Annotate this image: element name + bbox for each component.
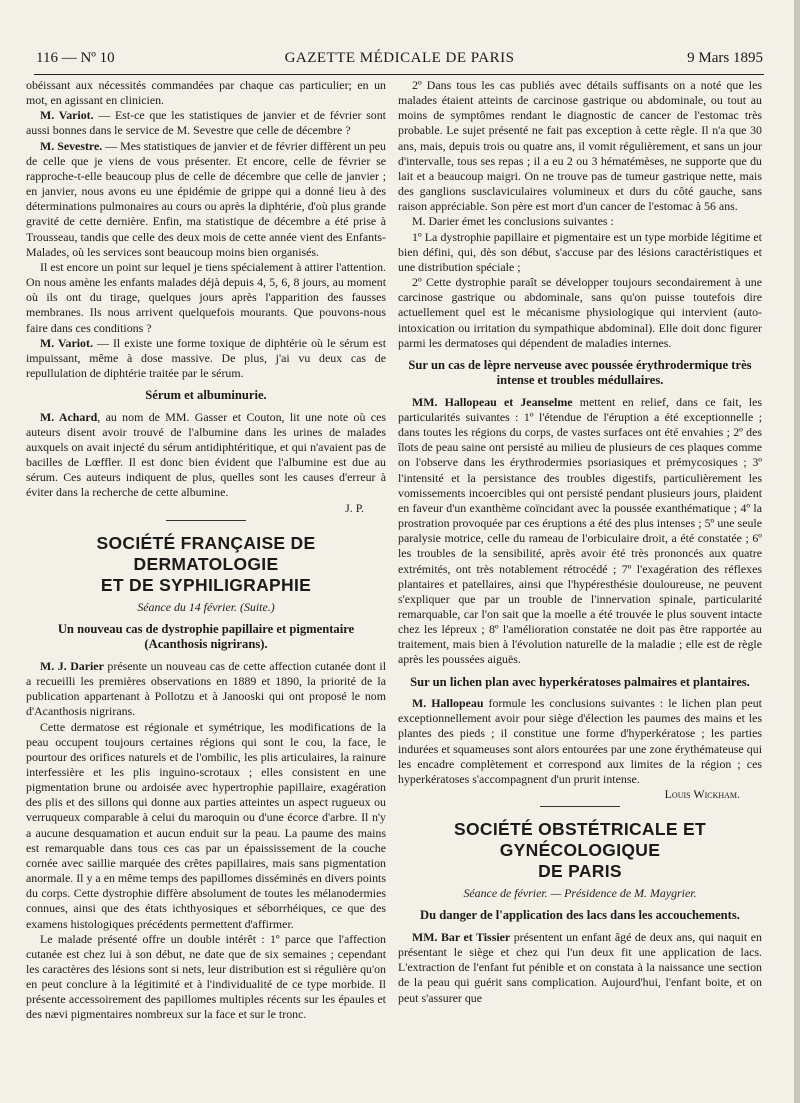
session-line: Séance de février. — Présidence de M. Maygrier. xyxy=(463,886,697,901)
paragraph: 2º Dans tous les cas publiés avec détails suffisants on a noté que les malades étaient atteints de carcinose gastrique ou abdominale, ou tout au moins de symptômes rendant le diagnostic de cancer de l'estomac très probable. Le sujet présenté ne fait pas exception à cette règle. Il n'a que 30 ans, mais, depuis trois ou quatre ans, il vomit régulièrement, et sans un jour d'intervalle, tous ses repas ; il a eu 2 ou 3 hématémèses, ne supporte que du lait et a beaucoup maigri. On ne trouve pas de tumeur gastrique nette, mais des ganglions susclaviculaires volumineux et durs du côté gauche, sans raison appréciable. Son père est mort d'un cancer de l'estomac à 56 ans. xyxy=(398,78,762,214)
right-column xyxy=(398,78,762,1098)
speaker: M. J. Darier xyxy=(40,658,104,673)
paragraph-text: présente un nouveau cas de cette affection cutanée dont il a recueilli les premières observations en 1889 et 1890, la priorité de la publication appartenant à Pollotzu et à Janooski qui ont proposé le nom d'Acanthosis nigrirans. xyxy=(26,658,386,719)
society-title-line: ET DE SYPHILIGRAPHIE xyxy=(100,574,312,595)
society-title xyxy=(26,533,386,596)
signature: Louis Wickham. xyxy=(664,787,740,802)
left-column xyxy=(26,78,386,1098)
paragraph xyxy=(26,336,386,381)
paragraph xyxy=(26,108,386,138)
section-title: Sur un lichen plan avec hyperkératoses palmaires et plantaires. xyxy=(410,674,750,689)
paragraph xyxy=(398,930,762,1006)
paragraph: 1º La dystrophie papillaire et pigmentaire est un type morbide légitime et bien défini, qui, dès son début, s'accuse par des lésions caractéristiques et une distribution spéciale ; xyxy=(398,229,762,274)
issue-date: 9 Mars 1895 xyxy=(687,50,763,66)
paragraph-text: présentent un enfant âgé de deux ans, qui naquit en présentant le siège et chez qui l'un deux fit une application de lacs. L'extraction de l'enfant fut pénible et on constata à la naissance une section de la peau qui guérit sans complication. Aujourd'hui, l'enfant boite, et on peut s'assurer que xyxy=(398,929,762,1005)
society-title xyxy=(398,819,762,882)
page-edge-shadow xyxy=(794,0,800,1103)
paragraph-text: — Est-ce que les statistiques de janvier et de février sont aussi bonnes dans le service de M. Sevestre que celle de décembre ? xyxy=(26,108,386,138)
paragraph xyxy=(398,696,762,787)
paragraph: M. Darier émet les conclusions suivantes : xyxy=(412,214,614,229)
paragraph xyxy=(26,139,386,260)
separator-rule xyxy=(166,520,246,521)
speaker: M. Variot. xyxy=(40,108,94,123)
section-title: Un nouveau cas de dystrophie papillaire et pigmentaire (Acanthosis nigrirans). xyxy=(57,621,355,652)
society-title-line: DE PARIS xyxy=(538,861,622,882)
paragraph: Cette dermatose est régionale et symétrique, les modifications de la peau occupent toujours certaines régions qui sont le cou, la face, le pourtour des orifices naturels et de l'ombilic, les plis articulaires, la rainure interfessière et les plis inguino-scrotaux ; elles consistent en une pigmentation brune ou ardoisée avec hypertrophie papillaire, exagération des plis et des sillons qui donne aux parties atteintes un aspect rugueux ou verruqueux comparable à celui du maroquin ou d'une écorce d'arbre. Il n'y a aucune desquamation et aucun enduit sur la peau. La paume des mains est remarquable dans tous ces cas par un épaississement de la couche cornée avec saillie marquée des crêtes papillaires, mais sans pigmentation anormale. Il y a en même temps des papillomes disséminés en divers points du corps. Cette dystrophie diffère absolument de toutes les mélanodermies connues, ainsi que des états ichthyosiques et séborrhéiques, ce que des examens histologiques précédents permettent d'affirmer. xyxy=(26,719,386,931)
page-number: 116 — Nº 10 xyxy=(36,50,115,66)
society-title-line: SOCIÉTÉ FRANÇAISE DE DERMATOLOGIE xyxy=(96,532,316,574)
society-title-line: SOCIÉTÉ OBSTÉTRICALE ET GYNÉCOLOGIQUE xyxy=(454,819,706,861)
paragraph-text: — Il existe une forme toxique de diphtérie où le sérum est impuissant, même à dose massive. De plus, j'ai vu deux cas de repullulation de diphtérie traitée par le sérum. xyxy=(26,335,386,380)
speaker: M. Achard xyxy=(40,409,98,424)
paragraph-text: , au nom de MM. Gasser et Couton, lit une note où ces auteurs disent avoir trouvé de l'albumine dans les urines de malades auxquels on avait injecté du sérum antidiphtéritique, et qui n'avaient pas de bacilles de Lœffler. Il est donc bien évident que l'albumine est due au sérum. Ces auteurs indiquent de plus, quelles sont les causes d'erreur à éviter dans la recherche de cette albumine. xyxy=(26,409,386,500)
paragraph: obéissant aux nécessités commandées par chaque cas particulier; en un mot, en agissant en clinicien. xyxy=(26,78,386,108)
paragraph: Le malade présenté offre un double intérêt : 1º parce que l'affection cutanée est chez lui à son début, ne date que de six semaines ; cependant les caractères des lésions sont si nets, leur distribution est si régulière qu'on en peut conclure à la légitimité et à l'individualité de ce type morbide. Il présente accessoirement des papillomes multiples récents sur les épaules et des nævi pigmentaires nombreux sur la face et sur le tronc. xyxy=(26,931,386,1022)
speaker: M. Sevestre. xyxy=(40,138,103,153)
paragraph xyxy=(398,395,762,668)
running-header xyxy=(36,50,763,72)
section-title: Sérum et albuminurie. xyxy=(145,388,267,403)
signature: J. P. xyxy=(345,500,364,515)
paragraph: 2º Cette dystrophie paraît se développer toujours secondairement à une carcinose gastrique ou abdominale, sans qu'on puisse toutefois dire actuellement quel est le mécanisme physiologique qui intervient (auto-intoxication ou irritation du sympathique abdominal). Elle doit donc figurer parmi les dermatoses qui dépendent de maladies internes. xyxy=(398,275,762,350)
paragraph: Il est encore un point sur lequel je tiens spécialement à attirer l'attention. On nous amène les enfants malades déjà depuis 4, 5, 6, 8 jours, au moment où ils ont du tirage, quelques jours après l'apparition des fausses membranes. Ils nous arrivent quelquefois mourants. Que pouvons-nous faire dans ces conditions ? xyxy=(26,259,386,335)
section-title: Du danger de l'application des lacs dans les accouchements. xyxy=(420,908,740,923)
speaker: MM. Hallopeau et Jeanselme xyxy=(412,394,573,409)
section-title: Sur un cas de lèpre nerveuse avec poussée érythrodermique très intense et troubles médullaires. xyxy=(408,357,752,388)
journal-title: GAZETTE MÉDICALE DE PARIS xyxy=(284,50,515,66)
separator-rule xyxy=(540,806,620,807)
session-line: Séance du 14 février. (Suite.) xyxy=(137,599,275,614)
paragraph-text: formule les conclusions suivantes : le lichen plan peut exceptionnellement avoir pour siège d'élection les paumes des mains et les plantes des pieds ; il constitue une forme d'hyperkératose ; les parties indurées et squameuses sont alors entourées par une zone érythémateuse qui les encadre complètement et correspond aux limites de la région ; ces hyperkératoses s'accompagnent d'un prurit intense. xyxy=(398,696,762,786)
speaker: MM. Bar et Tissier xyxy=(412,929,511,944)
paragraph xyxy=(26,659,386,720)
paragraph-text: mettent en relief, dans ce fait, les particularités suivantes : 1º l'étendue de l'éruption a été exceptionnelle ; dans toutes les régions du corps, de vastes surfaces ont été envahies ; 2º des îlots de peau saine ont persisté au milieu de plusieurs de ces plaques comme on l'observe dans les érythrodermies psoriasiques et prémycosiques ; 3º l'intensité et la persistance des troubles digestifs, particulièrement les vomissements incoercibles qui ont persisté pendant plusieurs jours, plaident en faveur d'un exanthème coïncidant avec la poussée exanthématique ; 4º la prostration provoquée par ces éruptions a été des plus intenses ; 5º une seule paralysie motrice, celle du rameau de l'orbiculaire droit, a été constatée ; 6º les troubles de la sensibilité, après avoir été très prononcés aux quatre extrémités, ont très notablement rétrocédé ; 7º l'exagération des réflexes plantaires et patellaires, ainsi que l'hypéresthésie douloureuse, ne peuvent s'expliquer que par un trouble de l'innervation spinale, particularité remarquable, car l'on sait que la moelle a été trouvée le plus souvent intacte chez les lépreux ; 8º l'amélioration constatée ne doit pas être rapportée au traitement, mais bien à l'évolution naturelle de la maladie ; elle est de règle après les poussées aiguës. xyxy=(398,394,762,667)
speaker: M. Hallopeau xyxy=(412,696,484,711)
paragraph xyxy=(26,410,386,501)
paragraph-text: — Mes statistiques de janvier et de février diffèrent un peu de celle que je viens de vous présenter. Et encore, celle de février se rapproche-t-elle beaucoup plus de celle de décembre que celle de janvier ; en janvier, nous avons eu une épidémie de grippe qui a donné lieu à des déterminations pulmonaires au cours ou après la diphtérie, d'où plus grande gravité de cette dernière. Enfin, ma statistique de décembre a été prise à Trousseau, tandis que celle des deux mois de cette année vient des Enfants-Malades, où les services sont beaucoup moins bien organisés. xyxy=(26,138,386,259)
speaker: M. Variot. xyxy=(40,335,93,350)
header-rule xyxy=(34,74,764,75)
